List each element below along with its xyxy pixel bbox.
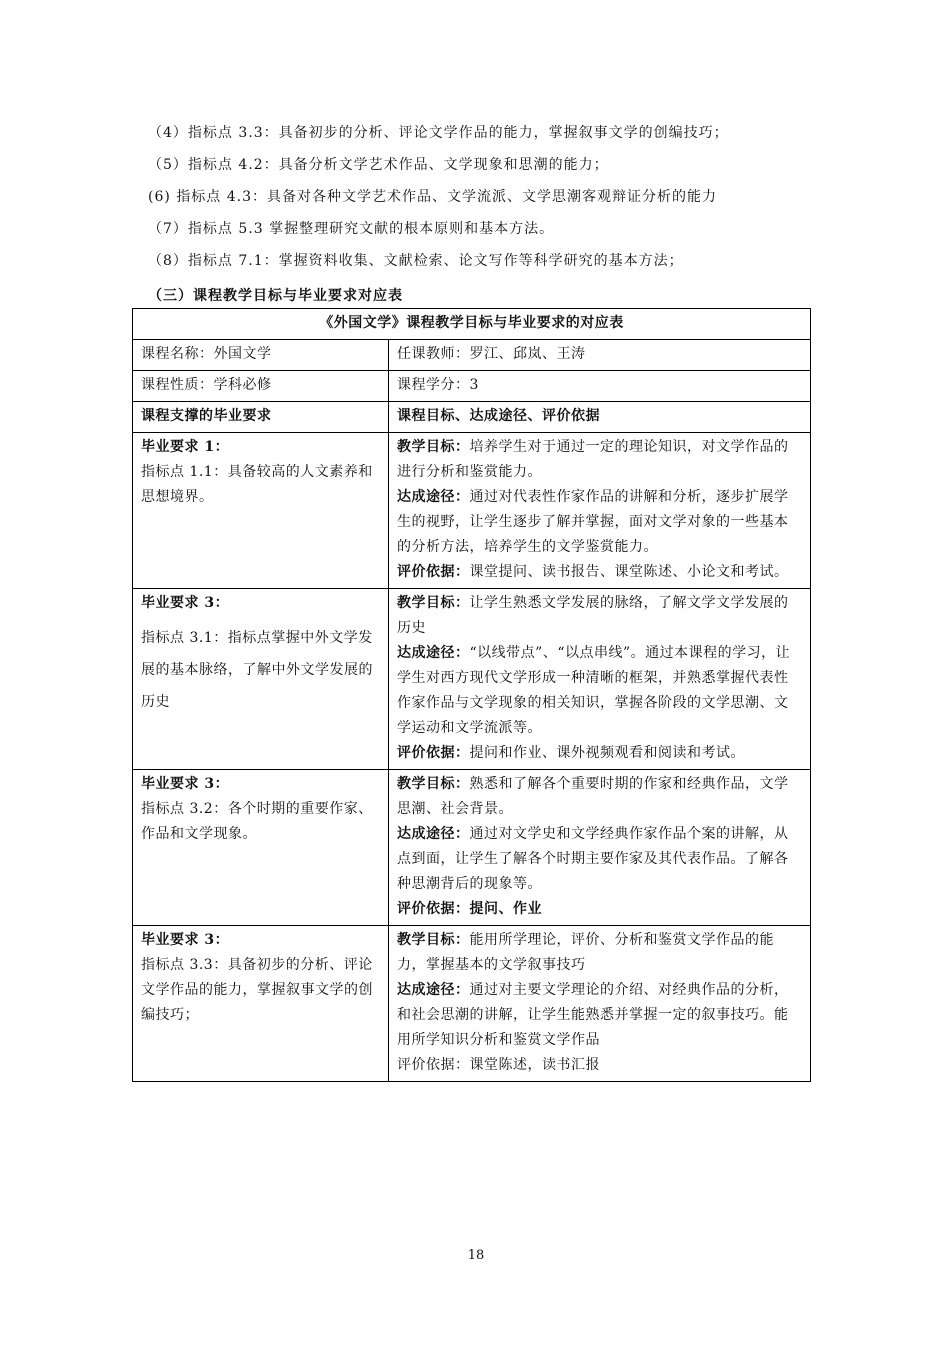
course-name-cell: 课程名称：外国文学 — [133, 340, 389, 371]
requirement-text: 指标点 3.1：指标点掌握中外文学发展的基本脉络，了解中外文学发展的历史 — [141, 630, 373, 710]
indicator-item: (6) 指标点 4.3：具备对各种文学艺术作品、文学流派、文学思潮客观辩证分析的能力 — [148, 189, 717, 205]
course-nature-cell: 课程性质：学科必修 — [133, 371, 389, 402]
requirement-title: 毕业要求 3： — [141, 776, 230, 792]
goal-label: 教学目标： — [397, 439, 470, 455]
goal-label: 教学目标： — [397, 932, 470, 948]
goal-text: 培养学生对于通过一定的理论知识，对文学作品的进行分析和鉴赏能力。 — [397, 439, 789, 480]
path-label: 达成途径： — [397, 982, 470, 998]
path-text: 通过对主要文学理论的介绍、对经典作品的分析，和社会思潮的讲解，让学生能熟悉并掌握一定的叙事技巧。能用所学知识分析和鉴赏文学作品 — [397, 982, 789, 1048]
requirement-title: 毕业要求 3： — [141, 932, 230, 948]
path-label: 达成途径： — [397, 489, 470, 505]
table-row — [133, 433, 811, 589]
teachers-cell: 任课教师：罗江、邱岚、王涛 — [389, 340, 811, 371]
objective-cell — [389, 589, 811, 770]
requirement-cell — [133, 433, 389, 589]
eval-text: 提问和作业、课外视频观看和阅读和考试。 — [469, 745, 745, 761]
indicator-item: （5）指标点 4.2：具备分析文学艺术作品、文学现象和思潮的能力； — [148, 157, 609, 173]
goal-text: 让学生熟悉文学发展的脉络，了解文学文学发展的历史 — [397, 595, 789, 636]
goal-label: 教学目标： — [397, 595, 470, 611]
eval-label: 评价依据： — [397, 564, 470, 580]
table-row — [133, 926, 811, 1082]
objective-cell — [389, 770, 811, 926]
indicator-list — [148, 124, 828, 284]
indicator-item: （7）指标点 5.3 掌握整理研究文献的根本原则和基本方法。 — [148, 221, 555, 237]
requirement-cell — [133, 926, 389, 1082]
path-text: 通过对代表性作家作品的讲解和分析，逐步扩展学生的视野，让学生逐步了解并掌握，面对文学对象的一些基本的分析方法，培养学生的文学鉴赏能力。 — [397, 489, 789, 555]
goal-text: 熟悉和了解各个重要时期的作家和经典作品，文学思潮、社会背景。 — [397, 776, 789, 817]
table-info-row — [133, 371, 811, 402]
table-row — [133, 589, 811, 770]
page-number: 18 — [467, 1248, 485, 1263]
table-row — [133, 770, 811, 926]
header-left-cell: 课程支撑的毕业要求 — [133, 402, 389, 433]
table-title-row — [133, 309, 811, 340]
objective-cell — [389, 433, 811, 589]
eval-text: 课堂提问、读书报告、课堂陈述、小论文和考试。 — [469, 564, 789, 580]
table-header-row — [133, 402, 811, 433]
mapping-table — [132, 308, 811, 1082]
requirement-cell — [133, 770, 389, 926]
eval-text: 评价依据：课堂陈述，读书汇报 — [397, 1057, 600, 1073]
goal-label: 教学目标： — [397, 776, 470, 792]
eval-label: 评价依据： — [397, 745, 470, 761]
path-label: 达成途径： — [397, 826, 470, 842]
requirement-title: 毕业要求 3： — [141, 595, 230, 611]
indicator-item: （8）指标点 7.1：掌握资料收集、文献检索、论文写作等科学研究的基本方法； — [148, 253, 684, 269]
requirement-text: 指标点 1.1：具备较高的人文素养和思想境界。 — [141, 464, 373, 505]
requirement-title: 毕业要求 1： — [141, 439, 230, 455]
header-right-cell: 课程目标、达成途径、评价依据 — [389, 402, 811, 433]
objective-cell — [389, 926, 811, 1082]
path-text: “以线带点”、“以点串线”。通过本课程的学习，让学生对西方现代文学形成一种清晰的框架，并熟悉掌握代表性作家作品与文学现象的相关知识，掌握各阶段的文学思潮、文学运动和文学流派等。 — [397, 645, 791, 736]
path-label: 达成途径： — [397, 645, 470, 661]
requirement-cell — [133, 589, 389, 770]
credits-cell: 课程学分：3 — [389, 371, 811, 402]
path-text: 通过对文学史和文学经典作家作品个案的讲解，从点到面，让学生了解各个时期主要作家及其代表作品。了解各种思潮背后的现象等。 — [397, 826, 789, 892]
requirement-text: 指标点 3.2：各个时期的重要作家、作品和文学现象。 — [141, 801, 373, 842]
indicator-item: （4）指标点 3.3：具备初步的分析、评论文学作品的能力，掌握叙事文学的创编技巧； — [148, 125, 729, 141]
table-info-row — [133, 340, 811, 371]
requirement-text: 指标点 3.3：具备初步的分析、评论文学作品的能力，掌握叙事文学的创编技巧； — [141, 957, 373, 1023]
eval-label: 评价依据： — [397, 901, 470, 917]
eval-text: 提问、作业 — [469, 901, 542, 917]
goal-text: 能用所学理论，评价、分析和鉴赏文学作品的能力，掌握基本的文学叙事技巧 — [397, 932, 774, 973]
table-title: 《外国文学》课程教学目标与毕业要求的对应表 — [133, 309, 811, 340]
section-heading: （三）课程教学目标与毕业要求对应表 — [148, 288, 403, 304]
